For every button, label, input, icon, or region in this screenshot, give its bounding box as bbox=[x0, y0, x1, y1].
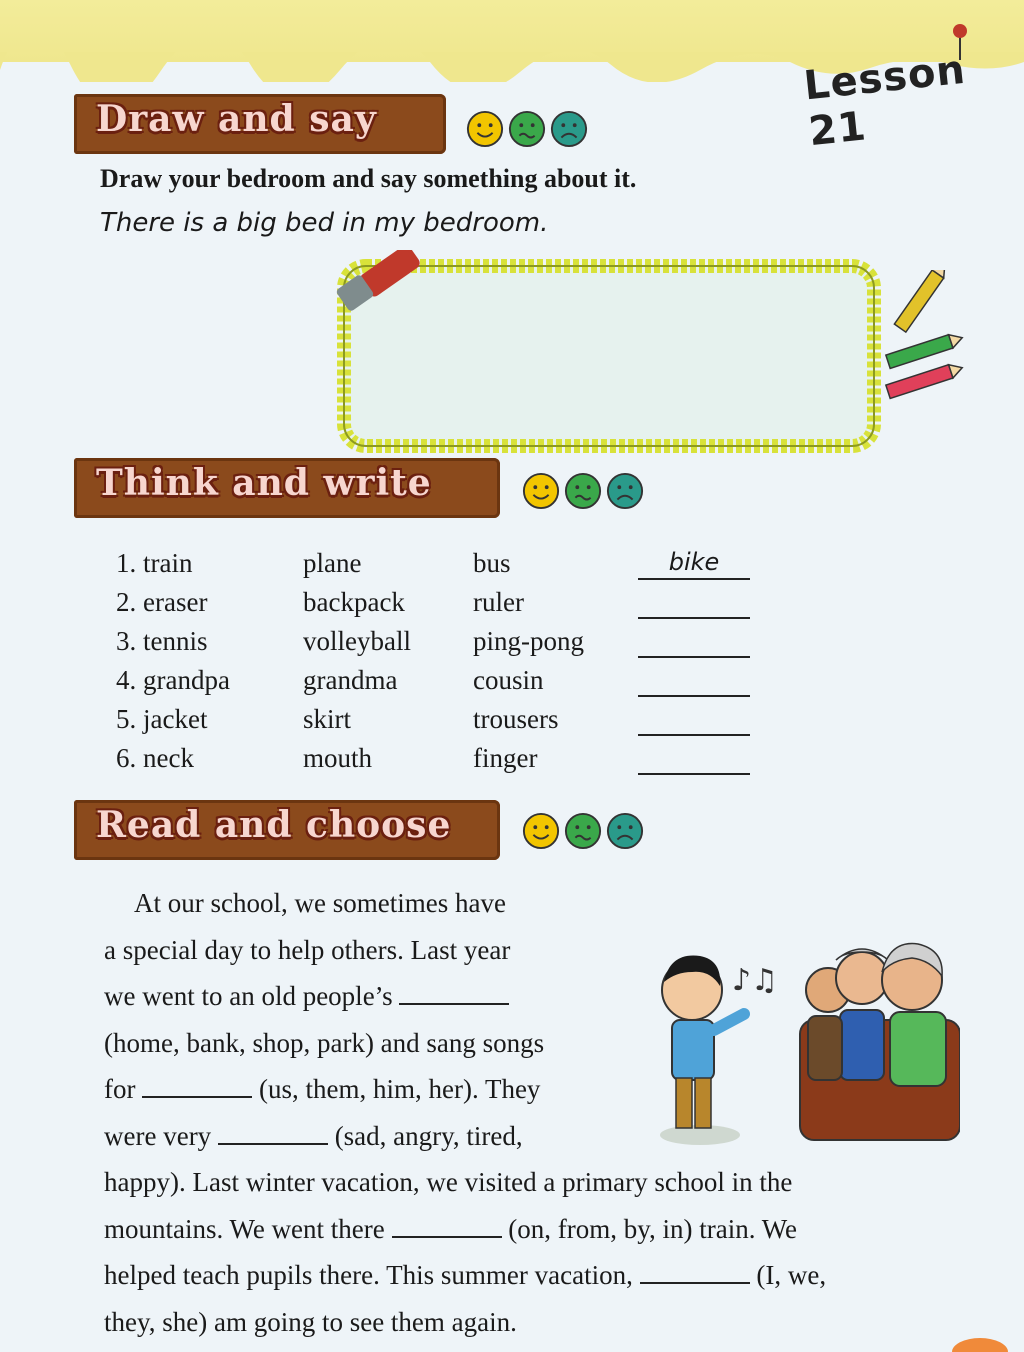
word-cell: 3. tennis bbox=[116, 626, 208, 656]
lesson-label: Lesson 21 bbox=[801, 46, 968, 156]
smile-face-icon[interactable] bbox=[522, 472, 560, 510]
rating-faces bbox=[466, 110, 588, 148]
passage-text: they, she) am going to see them again. bbox=[104, 1306, 517, 1337]
neutral-face-icon[interactable] bbox=[508, 110, 546, 148]
passage-text: (sad, angry, tired, bbox=[327, 1120, 523, 1151]
passage-text: At our school, we sometimes have bbox=[134, 888, 506, 918]
banner-think-and-write bbox=[74, 458, 504, 518]
passage-text: (us, them, him, her). They bbox=[252, 1074, 541, 1104]
passage-line bbox=[104, 880, 924, 927]
word-cell: 2. eraser bbox=[116, 587, 208, 617]
pin-icon bbox=[950, 22, 970, 62]
passage-line bbox=[104, 1159, 924, 1206]
fill-in-blank[interactable] bbox=[399, 975, 509, 1005]
word-cell: volleyball bbox=[303, 626, 411, 656]
answer-field[interactable] bbox=[638, 626, 750, 658]
word-cell: finger bbox=[473, 743, 538, 773]
sad-face-icon[interactable] bbox=[550, 110, 588, 148]
passage-text: helped teach pupils there. This summer vacation, bbox=[104, 1260, 640, 1290]
word-cell: trousers bbox=[473, 704, 559, 734]
passage-text: (I, we, bbox=[749, 1260, 827, 1290]
word-cell: 4. grandpa bbox=[116, 665, 230, 695]
sad-face-icon[interactable] bbox=[606, 472, 644, 510]
banner-draw-and-say bbox=[74, 94, 454, 154]
word-cell: ruler bbox=[473, 587, 524, 617]
singing-boy-and-elders-illustration bbox=[640, 930, 960, 1150]
fill-in-blank[interactable] bbox=[142, 1068, 252, 1098]
smile-face-icon[interactable] bbox=[466, 110, 504, 148]
word-cell: 5. jacket bbox=[116, 704, 208, 734]
word-cell: cousin bbox=[473, 665, 544, 695]
word-cell: mouth bbox=[303, 743, 373, 773]
pencils-icon bbox=[876, 270, 966, 410]
word-cell: grandma bbox=[303, 665, 398, 695]
passage-line bbox=[104, 1299, 924, 1346]
word-cell: ping-pong bbox=[473, 626, 584, 656]
word-cell: 6. neck bbox=[116, 743, 194, 773]
fill-in-blank[interactable] bbox=[640, 1254, 750, 1284]
passage-text: a special day to help others. Last year bbox=[104, 934, 511, 965]
answer-field[interactable] bbox=[638, 587, 750, 619]
section-title: Draw and say bbox=[96, 98, 377, 140]
rating-faces bbox=[522, 472, 644, 510]
sad-face-icon[interactable] bbox=[606, 812, 644, 850]
fill-in-blank[interactable] bbox=[392, 1208, 502, 1238]
section-title: Think and write bbox=[96, 462, 432, 504]
passage-text: (home, bank, shop, park) and sang songs bbox=[104, 1027, 545, 1058]
passage-line bbox=[104, 1206, 924, 1253]
answer-field[interactable] bbox=[638, 743, 750, 775]
example-sentence: There is a big bed in my bedroom. bbox=[100, 208, 549, 238]
word-cell: 1. train bbox=[116, 548, 193, 578]
neutral-face-icon[interactable] bbox=[564, 812, 602, 850]
word-cell: bus bbox=[473, 548, 511, 578]
answer-field[interactable] bbox=[638, 665, 750, 697]
word-cell: backpack bbox=[303, 587, 405, 617]
passage-text: were very bbox=[104, 1120, 218, 1151]
answer-field[interactable] bbox=[638, 704, 750, 736]
passage-text: happy). Last winter vacation, we visited a primary school in the bbox=[104, 1167, 793, 1197]
banner-read-and-choose bbox=[74, 800, 504, 860]
draw-instruction: Draw your bedroom and say something about it. bbox=[100, 164, 637, 193]
passage-text: (on, from, by, in) train. We bbox=[501, 1213, 798, 1244]
passage-text: for bbox=[104, 1074, 143, 1104]
svg-text:♪♫: ♪♫ bbox=[732, 963, 779, 998]
word-cell: plane bbox=[303, 548, 362, 578]
passage-line bbox=[104, 1252, 924, 1299]
fill-in-blank[interactable] bbox=[218, 1115, 328, 1145]
smile-face-icon[interactable] bbox=[522, 812, 560, 850]
rating-faces bbox=[522, 812, 644, 850]
answer-field[interactable]: bike bbox=[638, 548, 750, 580]
section-title: Read and choose bbox=[96, 804, 452, 846]
neutral-face-icon[interactable] bbox=[564, 472, 602, 510]
page-corner-mark bbox=[950, 1336, 1010, 1352]
word-cell: skirt bbox=[303, 704, 352, 734]
passage-text: we went to an old people’s bbox=[104, 981, 400, 1011]
drawing-frame[interactable] bbox=[330, 250, 890, 460]
passage-text: mountains. We went there bbox=[104, 1213, 392, 1244]
